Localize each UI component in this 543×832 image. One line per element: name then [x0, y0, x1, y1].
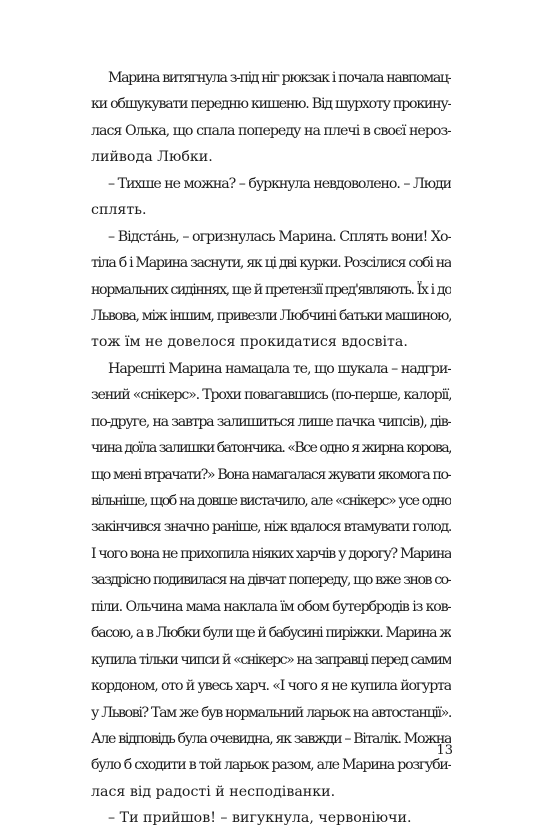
text-line: було б сходити в той ларьок разом, але Марина розгуби- [91, 757, 451, 774]
text-line: зений «снікерс». Трохи повагавшись (по-перше, калорії, [91, 387, 451, 404]
text-line: піли. Ольчина мама наклала їм обом бутербродів із ков- [91, 598, 451, 615]
text-line: у Львові? Там же був нормальний ларьок на автостанції». [91, 704, 451, 721]
text-line: заздрісно подивилася на дівчат попереду, що вже знов со- [91, 572, 451, 589]
text-line: І чого вона не прихопила ніяких харчів у дорогу? Марина [91, 545, 451, 562]
text-line: нормальних сидіннях, ще й претензії пред'являють. Їх і до [91, 281, 451, 298]
text-line: лася Олька, що спала попереду на плечі в своєї нероз- [91, 122, 451, 139]
text-line: купила тільки чипси й «снікерс» на заправці перед самим [91, 651, 451, 668]
text-line: Нарешті Марина намацала те, що шукала – надгри- [108, 360, 451, 377]
text-line: – Ти прийшов! – вигукнула, червоніючи. [108, 810, 412, 827]
text-line: Марина витягнула з-під ніг рюкзак і почала навпомац- [108, 70, 451, 86]
text-line: тіла б і Марина заснути, як ці дві курки. Розсілися собі на [91, 255, 451, 272]
text-line: по-друге, на завтра залишиться лише пачка чипсів), дів- [91, 413, 451, 430]
body-text [91, 65, 451, 832]
text-line: сплять. [91, 202, 147, 219]
text-line: Але відповідь була очевидна, як завжди – Віталік. Можна [91, 730, 451, 747]
text-line: лийвода Любки. [91, 149, 213, 166]
text-line: – Тихше не можна? – буркнула невдоволено. – Люди [108, 175, 451, 192]
text-line: лася від радості й несподіванки. [91, 783, 336, 800]
text-line: басою, а в Любки були ще й бабусині пиріжки. Марина ж [91, 625, 451, 642]
text-line: чина доїла залишки батончика. «Все одно я жирна корова, [91, 440, 451, 457]
text-line: ки обшукувати передню кишеню. Від шурхоту прокину- [91, 96, 451, 113]
text-line: кордоном, ото й увесь харч. «І чого я не купила йогурта [91, 678, 451, 695]
page-number: 13 [436, 743, 453, 758]
text-line: закінчився значно раніше, ніж вдалося втамувати голод. [91, 519, 451, 536]
text-line: Львова, між іншим, привезли Любчині батьки машиною, [91, 307, 451, 324]
text-line: що мені втрачати?» Вона намагалася жувати якомога по- [91, 466, 451, 483]
text-line: – Відста́нь, – огризнулась Марина. Сплять вони! Хо- [108, 228, 451, 245]
text-line: тож їм не довелося прокидатися вдосвіта. [91, 334, 408, 351]
text-line: вільніше, щоб на довше вистачило, але «снікерс» усе одно [91, 493, 451, 509]
